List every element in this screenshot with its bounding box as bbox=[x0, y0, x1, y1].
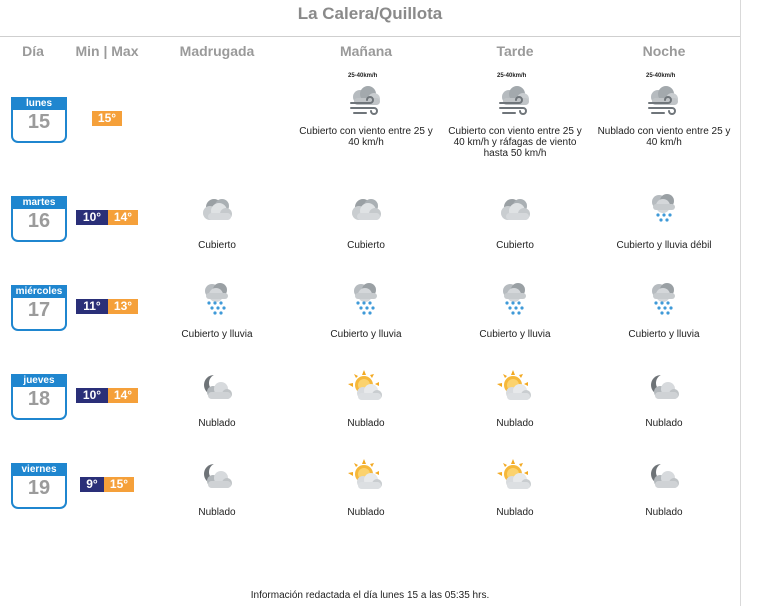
forecast-description: Cubierto y lluvia débil bbox=[616, 240, 712, 251]
temp-max: 15° bbox=[92, 111, 122, 126]
forecast-cell-tarde bbox=[441, 279, 589, 340]
rain-icon bbox=[644, 279, 684, 319]
forecast-cell-manana bbox=[292, 368, 440, 429]
rain-icon bbox=[346, 279, 386, 319]
cloudy-sun-icon bbox=[346, 368, 386, 408]
forecast-description: Nublado bbox=[496, 418, 534, 429]
forecast-description: Cubierto y lluvia bbox=[628, 329, 700, 340]
forecast-cell-manana bbox=[292, 190, 440, 251]
forecast-description: Cubierto bbox=[347, 240, 385, 251]
day-calendar-badge bbox=[11, 463, 67, 509]
forecast-cell-manana bbox=[292, 279, 440, 340]
forecast-description: Cubierto y lluvia bbox=[330, 329, 402, 340]
forecast-cell-tarde bbox=[441, 70, 589, 159]
wind-speed-label: 25-40km/h bbox=[646, 73, 676, 79]
temp-min: 9° bbox=[80, 477, 104, 492]
wind-speed-label: 25-40km/h bbox=[348, 73, 378, 79]
day-calendar-badge bbox=[11, 97, 67, 143]
forecast-description: Cubierto con viento entre 25 y 40 km/h bbox=[299, 126, 433, 148]
forecast-cell-noche bbox=[590, 279, 738, 340]
forecast-cell-tarde bbox=[441, 368, 589, 429]
temp-min: 11° bbox=[76, 299, 108, 314]
header-dia: Día bbox=[22, 43, 44, 59]
forecast-description: Cubierto y lluvia bbox=[479, 329, 551, 340]
day-number: 19 bbox=[27, 477, 51, 499]
rain-icon bbox=[197, 279, 237, 319]
day-number: 18 bbox=[27, 388, 51, 410]
temp-min: 10° bbox=[76, 388, 108, 403]
rain-icon bbox=[495, 279, 535, 319]
forecast-description: Cubierto y lluvia bbox=[181, 329, 253, 340]
overcast-icon bbox=[495, 190, 535, 230]
forecast-description: Nublado bbox=[645, 507, 683, 518]
forecast-description: Nublado bbox=[496, 507, 534, 518]
temp-max: 14° bbox=[108, 210, 138, 225]
day-name: viernes bbox=[11, 463, 67, 476]
cloudy-sun-icon bbox=[346, 457, 386, 497]
wind-cloudy-icon bbox=[644, 73, 684, 118]
header-manana: Mañana bbox=[339, 43, 393, 59]
day-name: jueves bbox=[11, 374, 67, 387]
forecast-description: Nublado bbox=[347, 418, 385, 429]
header-madrugada: Madrugada bbox=[179, 43, 255, 59]
forecast-description: Cubierto bbox=[198, 240, 236, 251]
cloudy-night-icon bbox=[197, 368, 237, 408]
cloudy-sun-icon bbox=[495, 368, 535, 408]
forecast-cell-manana bbox=[292, 70, 440, 148]
forecast-cell-tarde bbox=[441, 457, 589, 518]
wind-cloudy-icon bbox=[495, 73, 535, 118]
forecast-cell-madrugada bbox=[143, 457, 291, 518]
forecast-description: Cubierto con viento entre 25 y 40 km/h y ráfagas de viento hasta 50 km/h bbox=[448, 126, 582, 159]
cloudy-night-icon bbox=[644, 457, 684, 497]
light-rain-icon bbox=[644, 190, 684, 230]
footer-note: Información redactada el día lunes 15 a las 05:35 hrs. bbox=[250, 590, 490, 601]
header-minmax: Min | Max bbox=[75, 43, 139, 59]
header-noche: Noche bbox=[642, 43, 686, 59]
temp-max: 15° bbox=[104, 477, 134, 492]
day-name: miércoles bbox=[11, 285, 67, 298]
forecast-description: Nublado bbox=[198, 507, 236, 518]
overcast-icon bbox=[197, 190, 237, 230]
forecast-description: Cubierto bbox=[496, 240, 534, 251]
wind-speed-label: 25-40km/h bbox=[497, 73, 527, 79]
day-name: lunes bbox=[11, 97, 67, 110]
forecast-cell-noche bbox=[590, 368, 738, 429]
forecast-cell-madrugada bbox=[143, 279, 291, 340]
day-calendar-badge bbox=[11, 285, 67, 331]
forecast-cell-noche bbox=[590, 457, 738, 518]
day-number: 15 bbox=[27, 111, 51, 133]
cloudy-sun-icon bbox=[495, 457, 535, 497]
title-divider bbox=[0, 36, 740, 37]
day-number: 16 bbox=[27, 210, 51, 232]
overcast-icon bbox=[346, 190, 386, 230]
day-name: martes bbox=[11, 196, 67, 209]
forecast-description: Nublado bbox=[347, 507, 385, 518]
day-calendar-badge bbox=[11, 374, 67, 420]
cloudy-night-icon bbox=[644, 368, 684, 408]
forecast-cell-noche bbox=[590, 70, 738, 148]
day-number: 17 bbox=[27, 299, 51, 321]
forecast-description: Nublado bbox=[645, 418, 683, 429]
forecast-description: Nublado bbox=[198, 418, 236, 429]
wind-cloudy-icon bbox=[346, 73, 386, 118]
forecast-cell-madrugada bbox=[143, 190, 291, 251]
page-title: La Calera/Quillota bbox=[297, 4, 443, 23]
forecast-cell-noche bbox=[590, 190, 738, 251]
forecast-cell-tarde bbox=[441, 190, 589, 251]
day-calendar-badge bbox=[11, 196, 67, 242]
cloudy-night-icon bbox=[197, 457, 237, 497]
forecast-cell-manana bbox=[292, 457, 440, 518]
temp-min: 10° bbox=[76, 210, 108, 225]
header-tarde: Tarde bbox=[496, 43, 534, 59]
forecast-cell-madrugada bbox=[143, 368, 291, 429]
temp-max: 14° bbox=[108, 388, 138, 403]
forecast-description: Nublado con viento entre 25 y 40 km/h bbox=[597, 126, 731, 148]
temp-max: 13° bbox=[108, 299, 138, 314]
